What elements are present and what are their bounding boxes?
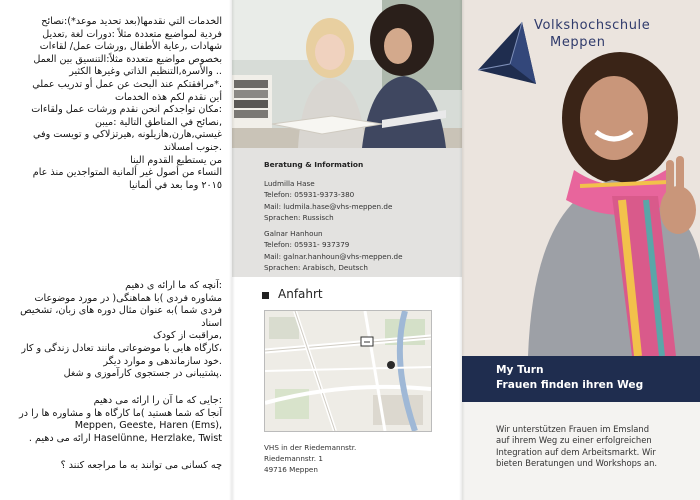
info-title: Beratung & Information <box>264 160 364 169</box>
contact1-languages: Sprachen: Russisch <box>264 213 334 222</box>
contact1-mail: Mail: ludmila.hase@vhs-meppen.de <box>264 202 393 211</box>
location-map[interactable] <box>264 310 432 432</box>
woman-photo <box>462 0 700 356</box>
fold-line <box>229 0 235 500</box>
persian-question: چه کسانی می توانند به ما مراجعه کنند ؟ <box>60 460 222 471</box>
address-line-2: Riedemannstr. 1 <box>264 454 323 463</box>
arabic-line: .*مرافقتكم عند البحث عن عمل أو تدريب عملي <box>32 78 222 90</box>
square-bullet-icon <box>262 292 269 299</box>
arabic-line: شهادات ,رعاية الأطفال ,ورشات عمل/ لقاءات <box>39 41 222 53</box>
persian-line: آنجا که شما هستید )ما کارگاه ها و مشاوره ها را در <box>19 407 222 419</box>
arabic-line: النساء من أصول غير ألمانية المتواجدين منذ عام <box>32 167 222 179</box>
description-text <box>496 424 696 470</box>
persian-line: .پشتیبانی در جستجوی کارآموزی و شغل <box>63 368 222 380</box>
fold-line <box>459 0 465 500</box>
arabic-line: .جنوب امسلاند <box>163 141 222 153</box>
middle-panel <box>232 0 462 500</box>
description-line: bieten Beratungen und Workshops an. <box>496 458 658 469</box>
arabic-line: .. والأسرة,التنظيم الذاتي وغيرها الكثير <box>69 66 222 78</box>
brand-name-line-2: Meppen <box>550 35 606 50</box>
persian-line: ,مراقبت از کودک <box>153 330 222 342</box>
contact2-languages: Sprachen: Arabisch, Deutsch <box>264 263 368 272</box>
arabic-line: غيستي,هارن,هازيلونه ,هيرتزلاكي و تويست وفي <box>33 129 222 141</box>
arabic-line: من يستطيع القدوم الينا <box>130 154 222 166</box>
arabic-line: الخدمات التي نقدمها(بعد تحديد موعد*):نصائح <box>41 16 222 27</box>
right-panel <box>462 0 700 500</box>
vhs-logo-triangle-icon <box>476 20 538 86</box>
persian-line: ،کارگاه هایی با موضوعاتی مانند تعادل زندگی و کار <box>21 342 222 354</box>
persian-line: Haselünne, Herzlake, Twist ارائه می دهیم . <box>28 432 222 444</box>
description-line: Integration auf dem Arbeitsmarkt. Wir <box>496 446 656 457</box>
banner-subtitle: Frauen finden ihren Weg <box>496 379 644 391</box>
arabic-line: ٢٠١٥ وما بعد في ألمانيا <box>129 179 222 191</box>
contact2-mail: Mail: galnar.hanhoun@vhs-meppen.de <box>264 252 403 261</box>
arabic-line: أين نقدم لكم هذه الخدمات <box>115 91 222 103</box>
arabic-line: فردية لمواضيع متعددة مثلاً :دورات لغة ,تعديل <box>42 28 222 40</box>
contact2-name: Galnar Hanhoun <box>264 229 323 238</box>
address-line-3: 49716 Meppen <box>264 465 318 474</box>
map-marker-icon <box>387 361 395 369</box>
title-banner <box>462 356 700 402</box>
persian-line: :آنچه که ما ارائه ی دهیم <box>125 280 222 291</box>
persian-line: .خود سازماندهی و موارد دیگر <box>103 355 222 367</box>
left-panel <box>0 0 232 500</box>
banner-title: My Turn <box>496 364 544 376</box>
description-line: Wir unterstützen Frauen im Emsland <box>496 424 650 434</box>
arabic-line: ,نصائح في المناطق التالية :ميبن <box>94 116 222 128</box>
map-graphic <box>265 311 431 431</box>
contact1-phone: Telefon: 05931-9373-380 <box>264 190 355 199</box>
persian-line: مشاوره فردی )با هماهنگی( در مورد موضوعات <box>34 292 222 304</box>
vhs-logo <box>472 16 692 96</box>
students-photo-illustration <box>232 0 462 148</box>
persian-line: فردی شما )به عنوان مثال دوره های زبان، تشخیص <box>20 305 222 317</box>
brand-name-line-1: Volkshochschule <box>534 18 651 33</box>
persian-text-block-locations <box>8 395 222 445</box>
persian-line: اسناد <box>201 317 222 329</box>
address-line-1: VHS in der Riedemannstr. <box>264 443 357 452</box>
persian-line: Meppen, Geeste, Haren (Ems), <box>74 420 222 432</box>
arabic-text-block <box>8 16 222 192</box>
contact1-name: Ludmilla Hase <box>264 179 315 188</box>
arabic-line: بخصوص مواضيع متعددة مثلاً:التنسيق بين العمل <box>33 53 222 65</box>
arabic-line: :مكان تواجدكم انحن نقدم ورشات عمل ولقاءات <box>31 104 222 116</box>
persian-text-block-services <box>8 280 222 381</box>
contact2-phone: Telefon: 05931- 937379 <box>264 240 350 249</box>
contact-info-box <box>232 148 462 277</box>
students-photo <box>232 0 462 148</box>
description-line: auf ihrem Weg zu einer erfolgreichen <box>496 435 652 446</box>
persian-line: :جایی که ما آن را ارائه می دهیم <box>93 395 222 406</box>
directions-heading: Anfahrt <box>278 287 323 301</box>
